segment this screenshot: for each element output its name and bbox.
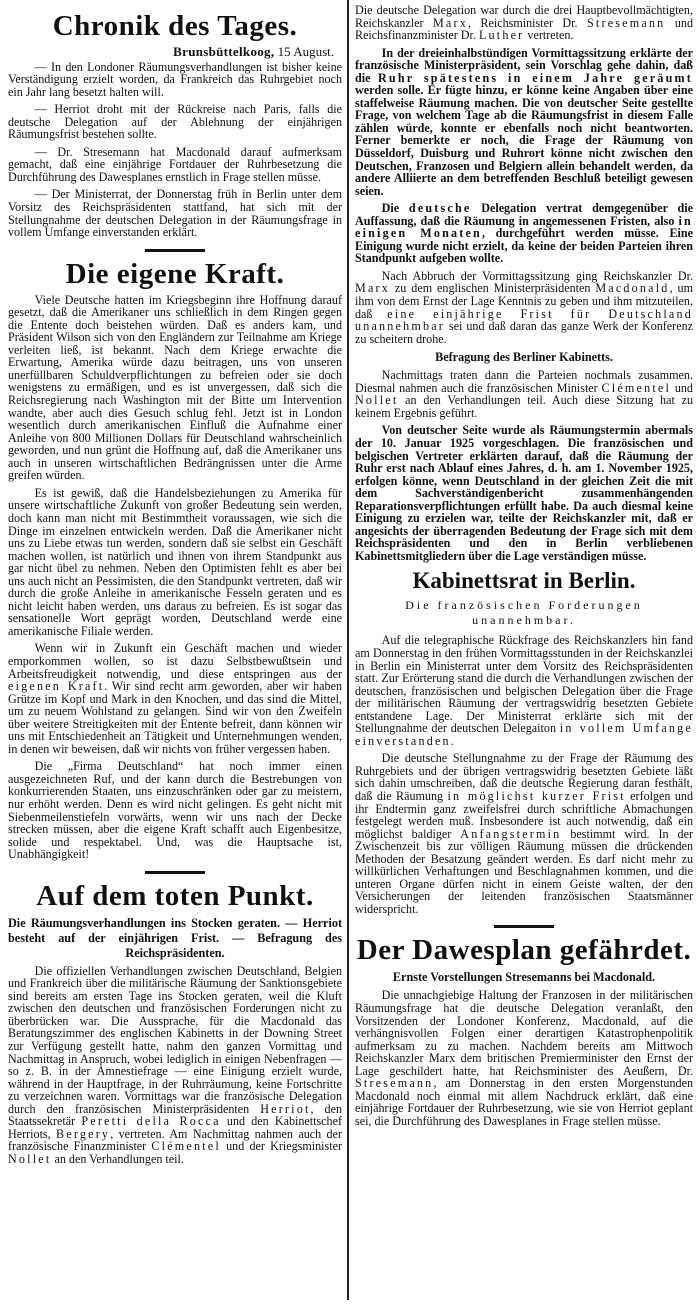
- dateline-place: Brunsbüttelkoog,: [173, 44, 275, 59]
- paragraph: [8, 487, 342, 638]
- paragraph-text: und Reichsfinanzminister Dr.: [355, 15, 694, 43]
- paragraph-text: Viele Deutsche hatten im Kriegsbeginn ihre Hoffnung darauf gesetzt, daß die Amerikaner uns schließlich in dem Ringen gegen die Entente doch beistehen würden. Daß es anders kam, und Präsident Wilson sich von den Engländern zur Teilnahme am Kriege verleiten ließ, ist bekannt. Nach dem Kriege erwachte die Erwartung, Amerika würde dazu beitragen, uns von unseren unerfüllbaren Schuldverpflichtungen zu befreien oder sie doch wenigstens zu ermäßigen, und es ist unvergessen, daß sich die Reichsregierung nach Washington mit der Bitte um Intervention wandte, aber auch dies Gesuch schlug fehl. Jetzt ist in London wesentlich durch amerikanischen Einfluß die Aufnahme einer Anleihe von 800 Millionen Dollars für Deutschland wahrscheinlich geworden, und nun grünt die Hoffnung auf, daß die Amerikaner uns auch in unseren wirtschaftlichen Bedrängnissen unter die Arme greifen würden.: [8, 292, 342, 483]
- spaced-emphasis: Peretti della Rocca: [81, 1114, 221, 1129]
- spaced-emphasis: in einigen Monaten: [355, 213, 693, 241]
- paragraph-text: , den Staatssekretär: [8, 1101, 342, 1129]
- paragraph-text: und den Kabinettschef Herriots,: [8, 1114, 342, 1141]
- paragraph-text: Die deutsche Delegation war durch die drei Hauptbevollmächtigten, Reichskanzler: [355, 3, 693, 30]
- paragraph: [355, 202, 693, 265]
- spaced-emphasis: Bergery: [56, 1126, 111, 1141]
- paragraph-text: , vertreten. Am Nachmittag nahmen auch der französische Finanzminister: [8, 1126, 342, 1154]
- paragraph-text: vertreten.: [524, 28, 574, 43]
- paragraph-text: Die offiziellen Verhandlungen zwischen Deutschland, Belgien und Frankreich über die militärische Räumung der Sanktionsgebiete sind bereits am ersten Tage ins Stocken geraten, weil die Kluft zwischen den deutschen und französischen Forderungen nicht zu überbrücken war. Die Aussprache, für die Macdonald das Beratungszimmer des englischen Kabinetts in der Downing Street zur Verfügung gestellt hatte, nahm den ganzen Vormittag und Nachmittag in Anspruch, wobei lediglich in einigen Nebenfragen — so z. B. in der Amnestiefrage — eine Einigung erzielt wurde, während in der Hauptfrage, in der Ruhrräumung, keine Fortschritte zu verzeichnen waren. Vormittags war die französische Delegation durch den französischen Ministerpräsidenten: [8, 963, 342, 1116]
- paragraph: [8, 103, 342, 141]
- spaced-emphasis: Stresemann: [355, 1076, 434, 1091]
- column-divider: [347, 0, 349, 1300]
- spaced-emphasis: deutsche: [408, 201, 472, 216]
- paragraph-text: Die „Firma Deutschland“ hat noch immer einen ausgezeichneten Ruf, und der kann durch die Bestrebungen von konkurrierenden Staaten, uns einzuschränken oder gar zu meistern, nur erhöht werden. Denn es wird nicht gelingen. Es geht nicht mit Siebenmeilenstiefeln vorwärts, wenn wir uns nach der Decke strecken müssen, aber die eigene Kraft schafft auch Eigenbesitze, solide und respektabel. Und, was die Hauptsache ist, Unabhängigkeit!: [8, 759, 342, 862]
- paragraph-text: — In den Londoner Räumungsverhandlungen ist bisher keine Verständigung erzielt worden, da Frankreich das Ruhrgebiet noch ein Jahr lang besetzt halten will.: [8, 59, 342, 99]
- spaced-emphasis: eine einjährige Frist für Deutschland unannehmbar: [355, 306, 693, 334]
- section-rule: [145, 871, 205, 874]
- spaced-emphasis: Clémentel: [151, 1139, 221, 1154]
- paragraph: [8, 965, 342, 1166]
- paragraph: [355, 634, 693, 747]
- headline: Auf dem toten Punkt.: [36, 879, 314, 912]
- paragraph-text: Nach Abbruch der Vormittagssitzung ging Reichskanzler Dr.: [381, 268, 693, 283]
- spaced-emphasis: Macdonald: [595, 281, 670, 296]
- paragraph-text: Die: [381, 201, 409, 216]
- paragraph-text: Auf die telegraphische Rückfrage des Reichskanzlers hin fand am Donnerstag in den frühen Vormittagsstunden in der Reichskanzlei in Berlin ein Ministerrat unter dem Vorsitz des Reichspräsidenten statt. Zur Erörterung stand die durch die Verhandlungen zwischen der deutschen, französischen und belgischen Delegation über die Frage der militärischen Räumung der vertragswidrig besetzten Gebiete entstandene Lage. Der Ministerrat erklärte sich mit der Stellungnahme der deutschen Delegaiton: [355, 633, 693, 736]
- paragraph-text: zu dem englischen Ministerpräsidenten: [390, 281, 596, 296]
- spaced-emphasis: Marx: [432, 15, 468, 30]
- paragraph: [355, 752, 693, 915]
- headline: Der Dawesplan gefährdet.: [356, 934, 692, 967]
- right-column: [355, 4, 693, 1132]
- paragraph: [8, 760, 342, 860]
- paragraph: [8, 642, 342, 755]
- paragraph: [8, 146, 342, 184]
- paragraph-text: Wenn wir in Zukunft ein Geschäft machen und wieder emporkommen wollen, so ist dazu Selbstbewußtsein und Arbeitsfreudigkeit notwendig, und diese entspringen aus der: [8, 641, 342, 681]
- paragraph-text: Nachmittags traten dann die Parteien nochmals zusammen. Diesmal nahmen auch die französischen Minister: [355, 368, 693, 395]
- headline: Die eigene Kraft.: [65, 257, 285, 290]
- paragraph-text: an den Verhandlungen teil. Auch diese Sitzung hat zu keinem Ergebnis geführt.: [355, 393, 693, 420]
- spaced-emphasis: Nollet: [8, 1151, 52, 1166]
- left-column: [8, 4, 342, 1170]
- paragraph-text: Die unnachgiebige Haltung der Franzosen in der militärischen Räumungsfrage hat die deutsche Delegation veranlaßt, den Vorsitzenden der Londoner Konferenz, Macdonald, auf die verhängnisvollen Folgen einer derartigen Katastrophenpolitik aufmerksam zu zu machen. Nachdem bereits am Mittwoch Reichskanzler Marx dem britischen Premierminister den Ernst der Lage geschildert hatte, hat Reichsminister des Aeußern, Dr.: [355, 988, 693, 1078]
- spaced-emphasis: Ruhr spätestens in einem Jahre geräumt: [378, 70, 694, 85]
- paragraph: [355, 989, 693, 1127]
- spaced-emphasis: in möglichst kurzer Frist: [447, 788, 626, 803]
- paragraph-text: .: [450, 733, 454, 748]
- paragraph-text: Die deutsche Stellungnahme zu der Frage der Räumung des Ruhrgebiets und der übrigen vertragswidrig besetzten Gebiete läßt sich dahin umschreiben, daß die deutsche Regierung daran festhält, daß die Räumung: [355, 751, 693, 803]
- subheadline: Ernste Vorstellungen Stresemanns bei Macdonald.: [392, 970, 656, 985]
- dateline-date: 15 August.: [277, 44, 334, 59]
- paragraph-text: In der dreieinhalbstündigen Vormittagssitzung erklärte der französische Ministerpräsident, sein Vorschlag gehe dahin, daß die: [355, 45, 693, 85]
- spaced-emphasis: in vollem Umfange einverstanden: [355, 721, 693, 748]
- subheadline: Befragung des Berliner Kabinetts.: [435, 350, 613, 365]
- paragraph-text: Von deutscher Seite wurde als Räumungstermin abermals der 10. Januar 1925 vorgeschlagen. Die französischen und belgischen Vertreter erklärten darauf, daß die Räumung der Ruhr erst nach Ablauf eines Jahres, d. h. am 1. November 1925, erfolgen könne, wenn Deutschland in der gleichen Zeit die mit dem Sachverständigenbericht zusammenhängenden Reparationsverpflichtungen erfüllt habe. Da auch diesmal keine Einigung zu erzielen war, teilte der Reichskanzler mit, daß er angesichts der überragenden Bedeutung der Frage sich mit dem Reichspräsidenten und den in Berlin verbliebenen Kabinettsmitgliedern über die Lage verständigen müsse.: [355, 423, 693, 563]
- paragraph-text: — Herriot droht mit der Rückreise nach Paris, falls die deutsche Delegation auf der Ablehnung der einjährigen Räumungsfrist bestehen sollte.: [8, 102, 342, 142]
- paragraph-text: Delegation vertrat demgegenüber die Auffassung, daß die Räumung in angemessenen Fristen, also: [355, 201, 693, 228]
- paragraph-text: , am Donnerstag in den ersten Morgenstunden Macdonald noch einmal mit allem Nachdruck erklärt, daß eine einjährige Fortdauer der Ruhrbesetzung, wie sie von Herriot geplant sei, die Durchführung des Dawesplanes in Frage stellen müsse.: [355, 1076, 693, 1128]
- subheadline: Die Räumungsverhandlungen ins Stocken geraten. — Herriot besteht auf der einjährigen Frist. — Befragung des Reichspräsidenten.: [8, 915, 342, 960]
- paragraph-text: werden solle. Er fügte hinzu, er könne keine Angaben über eine staffelweise Räumung machen. Die von deutscher Seite gestellte Frage, von welchem Tage ab die Räumungsfrist in diesem Falle zählen würde, konnte er ebenfalls noch nicht beantworten. Ferner bemerkte er noch, die Frage der Räumung von Düsseldorf, Duisburg und Ruhrort könne nicht zwischen den Deutschen, Franzosen und Belgiern allein behandelt werden, da andere Alliierte an dem betreffenden Beschluß beteiligt gewesen seien.: [355, 83, 693, 198]
- headline: Chronik des Tages.: [52, 10, 298, 42]
- paragraph: [8, 61, 342, 99]
- subheadline: Die französischen Forderungen unannehmbar.: [405, 598, 643, 628]
- paragraph-text: bestimmt wird. In der Zwischenzeit bis zur völligen Räumung müssen die drückenden Methoden der Besatzung geändert werden. Es darf nicht mehr zu willkürlichen Verhaftungen und Beschlagnahmen kommen, und die unteren Organe dürfen nicht in einem Geiste walten, der den Versicherungen der leitenden französischen Staatsmänner widerspricht.: [355, 826, 693, 916]
- paragraph-text: — Der Ministerrat, der Donnerstag früh in Berlin unter dem Vorsitz des Reichspräsidenten stattfand, hat sich mit der Stellungnahme der deutschen Delegation in der Räumungsfrage in vollem Umfange einverstanden erklärt.: [8, 187, 342, 240]
- paragraph-text: an den Verhandlungen teil.: [51, 1151, 184, 1166]
- paragraph-text: erfolgen und ihr Endtermin ganz zweifelsfrei durch schriftliche Abmachungen festgelegt werden muß. Insbesondere ist auch notwendig, daß ein möglichst baldiger: [355, 788, 693, 841]
- paragraph: [355, 270, 693, 345]
- paragraph: [355, 4, 693, 42]
- paragraph-text: , um ihm von dem Ernst der Lage Kenntnis zu geben und ihm mitzuteilen, daß: [355, 281, 693, 321]
- spaced-emphasis: Luther: [478, 28, 525, 43]
- paragraph-text: sei und daß daran das ganze Werk der Konferenz zu scheitern drohe.: [355, 319, 693, 346]
- headline: Kabinettsrat in Berlin.: [412, 568, 636, 594]
- paragraph-text: und: [671, 380, 693, 395]
- paragraph-text: und der Kriegsminister: [220, 1139, 342, 1154]
- paragraph-text: Es ist gewiß, daß die Handelsbeziehungen zu Amerika für unsere wirtschaftliche Zukunft von großer Bedeutung sein werden, doch kann man nicht mit Bestimmtheit voraussagen, wie sich die Dinge im einzelnen entwickeln werden. Daß die Amerikaner nicht uns zu Liebe etwas tun werden, sondern daß sie selbst ein Geschäft machen wollen, ist natürlich und ihnen von ihrem Standpunkt aus gar nicht übel zu nehmen. Neben den Optimisten fehlt es aber bei uns auch nicht an Pessimisten, die den Standpunkt vertreten, daß wir durch die große Anleihe in amerikanische Fesseln geraten und es nicht leicht haben werden, uns daraus zu befreien. Es ist sogar das sensationelle Wort geprägt worden, Deutschland werde eine amerikanische Filiale werden.: [8, 485, 342, 638]
- spaced-emphasis: Anfangstermin: [460, 826, 562, 841]
- paragraph-text: , durchgeführt werden müsse. Eine Einigung wurde nicht erzielt, da keine der beiden Parteien ihren Standpunkt aufgeben wollte.: [355, 226, 693, 266]
- section-rule: [145, 249, 205, 252]
- paragraph: [355, 369, 693, 419]
- paragraph-text: , Reichsminister Dr.: [467, 15, 587, 30]
- paragraph-text: . Wir sind recht arm geworden, aber wir haben Grütze im Kopf und Mark in den Knochen, und das sind die Mittel, um zu neuem Wohlstand zu gelangen. Sind wir von den Zweifeln über weitere Streitigkeiten mit der Entente befreit, dann können wir uns mit Entschiedenheit an Tätigkeit und Unternehmungen wenden, in denen wir beweisen, daß wir nichts von früher vergessen haben.: [8, 679, 342, 756]
- paragraph-text: — Dr. Stresemann hat Macdonald darauf aufmerksam gemacht, daß eine einjährige Fortdauer der Ruhrbesetzung die Durchführung des Dawesplanes ernstlich in Frage stellen müsse.: [8, 144, 342, 184]
- spaced-emphasis: Nollet: [355, 393, 399, 408]
- spaced-emphasis: Clémentel: [601, 380, 672, 395]
- paragraph: [355, 424, 693, 562]
- spaced-emphasis: eigenen Kraft: [8, 679, 105, 694]
- spaced-emphasis: Herriot: [260, 1101, 311, 1116]
- paragraph: [355, 47, 693, 198]
- section-rule: [494, 925, 554, 928]
- spaced-emphasis: Stresemann: [586, 15, 666, 30]
- paragraph: [8, 188, 342, 238]
- spaced-emphasis: Marx: [355, 281, 390, 296]
- paragraph: [8, 294, 342, 482]
- dateline: [8, 46, 334, 59]
